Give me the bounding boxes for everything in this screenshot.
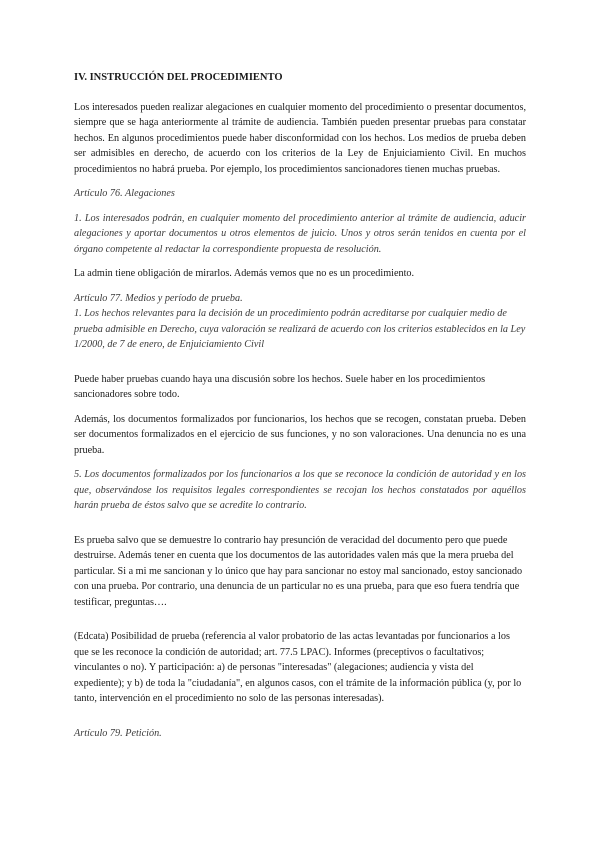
- article-79-title: Artículo 79. Petición.: [74, 727, 162, 739]
- article-77-text: 1. Los hechos relevantes para la decisión de un procedimiento podrán acreditarse por cualquier medio de prueba admisible en Derecho, cuya valoración se realizará de acuerdo con los criterios establecidos en la Ley 1/2000, de 7 de enero, de Enjuiciamiento Civil: [74, 308, 526, 350]
- presuncion-paragraph: Es prueba salvo que se demuestre lo contrario hay presunción de veracidad del documento pero que puede destruirse. Además tener en cuenta que los documentos de las autoridades valen más que la mera prueba del particular. Si a mi me sancionan y lo único que hay para sancionar no estoy mal sancionado, estoy sancionado con una prueba. Por contrario, una denuncia de un particular no es una prueba, para que eso fuera tendría que testificar, preguntas….: [74, 534, 523, 608]
- article-76-text: 1. Los interesados podrán, en cualquier momento del procedimiento anterior al trámite de audiencia, aducir alegaciones y aportar documentos u otros elementos de juicio. Unos y otros serán tenidos en cuenta por el órgano competente al redactar la correspondiente propuesta de resolución.: [74, 212, 526, 255]
- article-77-title: Artículo 77. Medios y período de prueba.: [74, 292, 243, 304]
- document-body: [74, 70, 526, 750]
- article-76-title: Artículo 76. Alegaciones: [74, 188, 175, 199]
- pruebas-note-paragraph: Puede haber pruebas cuando haya una discusión sobre los hechos. Suele haber en los procedimientos sancionadores sobre todo.: [74, 373, 486, 400]
- documentos-note-paragraph: Además, los documentos formalizados por funcionarios, los hechos que se recogen, constatan prueba. Deben ser documentos formalizados en el ejercicio de sus funciones, y no son valoraciones. Una denuncia no es una prueba.: [74, 413, 526, 456]
- intro-paragraph: Los interesados pueden realizar alegaciones en cualquier momento del procedimiento o presentar documentos, siempre que se haga anteriormente al trámite de audiencia. También pueden presentar pruebas para constatar hechos. En algunos procedimientos puede haber disconformidad con los hechos. Los medios de prueba deben ser admisibles en derecho, de acuerdo con los criterios de la Ley de Enjuiciamiento Civil. En muchos procedimientos no habrá prueba. Por ejemplo, los procedimientos sancionadores tienen muchas pruebas.: [74, 101, 526, 175]
- article-77-5-text: 5. Los documentos formalizados por los funcionarios a los que se reconoce la condición de autoridad y en los que, observándose los requisitos legales correspondientes se recojan los hechos constatados por aquéllos harán prueba de éstos salvo que se acredite lo contrario.: [74, 469, 526, 511]
- edcata-paragraph: (Edcata) Posibilidad de prueba (referencia al valor probatorio de las actas levantadas por funcionarios a los que se les reconoce la condición de autoridad; art. 77.5 LPAC). Informes (preceptivos o facultativos; vinculantes o no). Y participación: a) de personas "interesadas" (alegaciones; audiencia y vista del expediente); y b) de toda la "ciudadanía", en algunos casos, con el trámite de la información pública (y, por lo tanto, intervención en el procedimiento no solo de las personas interesadas).: [74, 631, 522, 704]
- admin-note-paragraph: La admin tiene obligación de mirarlos. Además vemos que no es un procedimiento.: [74, 268, 415, 279]
- section-heading: IV. INSTRUCCIÓN DEL PROCEDIMIENTO: [74, 72, 283, 83]
